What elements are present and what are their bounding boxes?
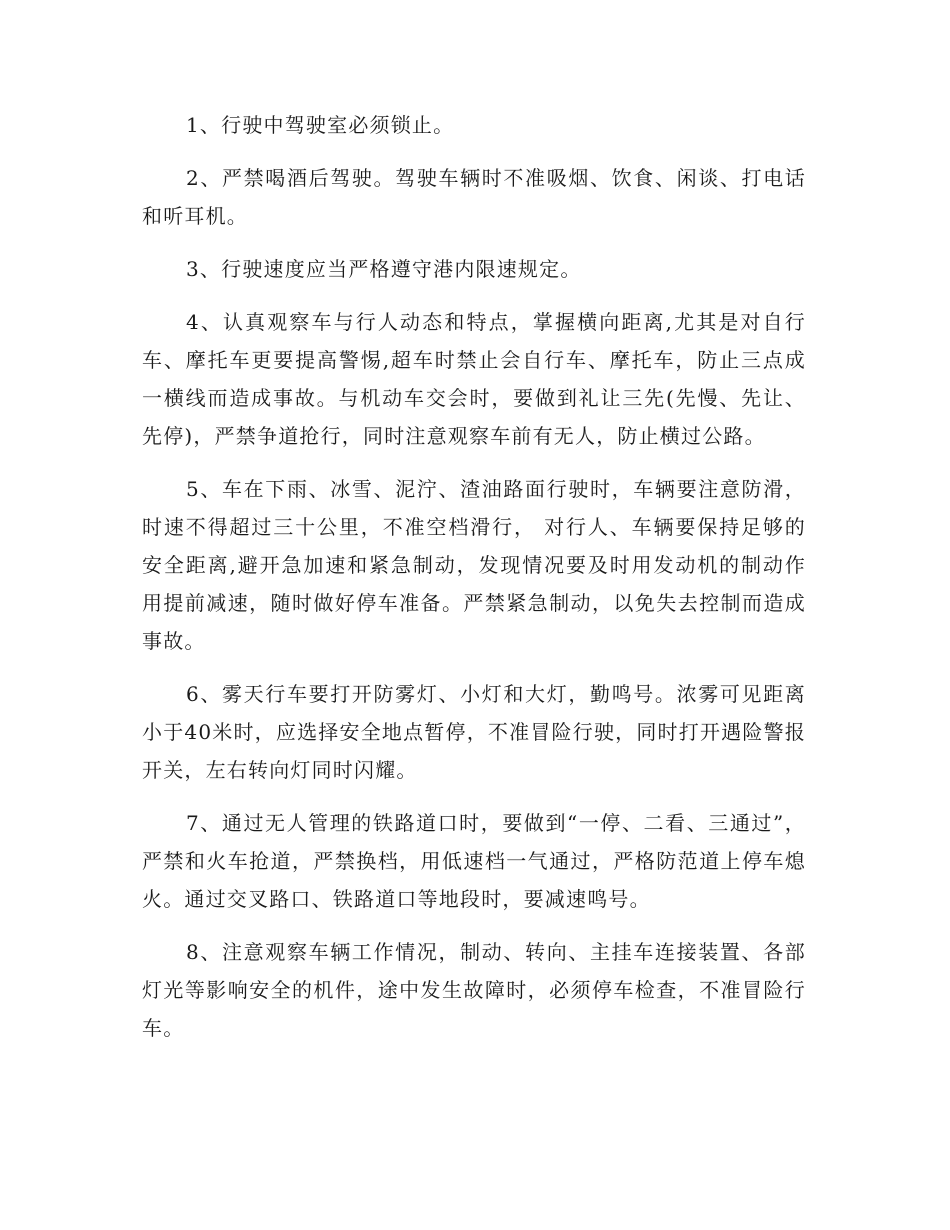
paragraph-5: 5、车在下雨、冰雪、泥泞、渣油路面行驶时，车辆要注意防滑，时速不得超过三十公里，不准空档滑行， 对行人、车辆要保持足够的安全距离,避开急加速和紧急制动，发现情况要及时用发动机的制动作用提前减速，随时做好停车准备。严禁紧急制动，以免失去控制而造成事故。: [142, 477, 806, 653]
paragraph-6: 6、雾天行车要打开防雾灯、小灯和大灯，勤鸣号。浓雾可见距离小于40米时，应选择安全地点暂停，不准冒险行驶，同时打开遇险警报开关，左右转向灯同时闪耀。: [142, 682, 806, 782]
document-body: [142, 106, 806, 1062]
paragraph-2: 2、严禁喝酒后驾驶。驾驶车辆时不准吸烟、饮食、闲谈、打电话和听耳机。: [142, 166, 806, 228]
paragraph-7: 7、通过无人管理的铁路道口时，要做到“一停、二看、三通过”，严禁和火车抢道，严禁换档，用低速档一气通过，严格防范道上停车熄火。通过交叉路口、铁路道口等地段时，要减速鸣号。: [142, 811, 806, 911]
paragraph-1: 1、行驶中驾驶室必须锁止。: [186, 113, 455, 137]
paragraph-3: 3、行驶速度应当严格遵守港内限速规定。: [186, 257, 582, 281]
paragraph-8: 8、注意观察车辆工作情况，制动、转向、主挂车连接装置、各部灯光等影响安全的机件，途中发生故障时，必须停车检查，不准冒险行车。: [142, 940, 806, 1040]
paragraph-4: 4、认真观察车与行人动态和特点，掌握横向距离,尤其是对自行车、摩托车更要提高警惕,超车时禁止会自行车、摩托车，防止三点成一横线而造成事故。与机动车交会时，要做到礼让三先(先慢、先让、先停)，严禁争道抢行，同时注意观察车前有无人，防止横过公路。: [142, 310, 806, 448]
